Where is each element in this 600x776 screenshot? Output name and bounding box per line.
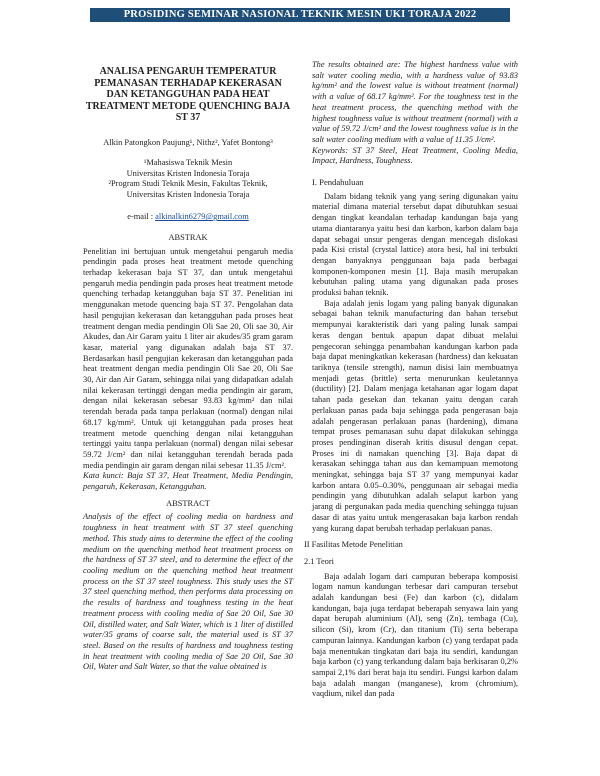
abstract-heading: ABSTRACT xyxy=(166,498,210,508)
pendahuluan-paragraph: Dalam bidang teknik yang yang sering digunakan yaitu material dimana material tersebut dapat dibutuhkan sesuai dengan tingkat keandalan terhadap kandungan baja yang utama diantaranya yaitu besi dan karbon, karbon dalam baja dapat sebagai unsur pengeras dengan mencegah dislokasi pada Kisi cristal (crystal lattice) atora besi, hal ini terbukti dengan banyaknya penggunaan baja pada berbagai komponen-komponen mesin [1]. Baja masih merupakan kebutuhan paling utama yang digunakan pada proses produksi bahan teknik. xyxy=(312,191,518,298)
left-column xyxy=(83,60,293,673)
section-pendahuluan-heading: I. Pendahuluan xyxy=(312,177,364,188)
affiliation-line: ²Program Studi Teknik Mesin, Fakultas Teknik, xyxy=(108,179,268,189)
affiliation-line: Universitas Kristen Indonesia Toraja xyxy=(126,168,250,178)
subsection-teori-heading: 2.1 Teori xyxy=(304,556,334,566)
abstract-body: Analysis of the effect of cooling media on hardness and toughness in heat treatment with ST 37 steel quenching method. This study aims to determine the effect of the cooling medium on the quenching method heat treatment process on the hardness of ST 37 steel, and to determine the effect of the cooling medium on the quenching method heat treatment process on the ST 37 steel toughness. This study uses the ST 37 steel quenching method, then performs data processing on the results of hardness and toughness testing in the heat treatment process with cooling media of Sae 20 Oil, Sae 30 Oil, distilled water, and Salt Water, which is 1 liter of distilled water/35 grams of coarse salt, the material used is ST 37 steel. Based on the results of hardness and toughness testing in heat treatment with cooling media of Sae 20 Oil, Sae 30 Oil, Water and Salt Water, so that the value obtained is xyxy=(83,512,293,672)
email-label: e-mail : xyxy=(127,212,154,222)
proceedings-banner: PROSIDING SEMINAR NASIONAL TEKNIK MESIN UKI TORAJA 2022 xyxy=(90,8,510,22)
kata-kunci: Kata kunci: Baja ST 37, Heat Treatment, Media Pendingin, pengaruh, Kekerasan, Ketangguhan. xyxy=(83,471,293,492)
keywords-en: Keywords: ST 37 Steel, Heat Treatment, Cooling Media, Impact, Hardness, Toughness. xyxy=(312,145,518,166)
pendahuluan-paragraph: Baja adalah jenis logam yang paling banyak digunakan sebagai bahan teknik manufacturing dan bahan tersebut mempunyai karakteristik dari yang paling lunak sampai keras dengan bentuk apapun dapat dibuat melalui pengecoran sehingga penambahan kandungan karbon pada baja dapat meningkatkan kekerasan (hardness) dan kekuatan tariknya (tensile strength), namun disisi lain membuatnya menjadi getas (brittle) serta menurunkan keuletannya (ductility) [2]. Dalam menjaga ketahanan agar logam dapat tahan pada gesekan dan tekanan yaitu dengan carah perlakuan panas pada baja sehingga pada pengerasan baja adalah pengerasan perlakuan panas (hardening), dimana tempat proses pemanasan suhu dapat dilakukan sehingga proses pendinginan diserah kritis disusul dengan cepat. Proses ini di namakan quenching [3]. Baja dapat di kerasakan sehingga tahan aus dan kemampuan memotong meningkat, sehingga baja ST 37 yang mempunyai kadar karbon antara 0.05–0.30%, penggunaan air sebagai media pendingin yang dibutuhkan adalah selaput karbon yang jarang di pergunakan pada media quenching sehingga tujuan dasar di atas yaitu untuk mengerasakan baja karbon rendah yang kurang dapat berubah terhadap perlakuan panas. xyxy=(312,298,518,533)
section-metode-heading: II Fasilitas Metode Penelitian xyxy=(304,540,403,550)
teori-paragraph: Baja adalah logam dari campuran beberapa komposisi logam namun kandungan terbesar dari campuran tersebut adalah kandungan besi (Fe) dan karbon (c), didalam kandungan, baja juga terdapat beberapah senyawa lain yang dapat berupah aluminium (Al), seng (Zn), tembaga (Cu), silicon (Si), krom (Cr), dan titanium (Ti) serta beberapa campuran lainnya. Kandungan karbon (c) yang terdapat pada baja menentukan tingkatan dari baja itu sendiri, kandungan baja karbon (c) yang terkandung dalam baja berkisaran 0,2% sampai 2,1% dari berat baja itu sendiri. Fungsi karbon dalam baja adalah mangan (manganese), krom (chromium), vaqdium, nikel dan pada xyxy=(312,571,518,699)
email-link[interactable]: alkinalkin6279@gmail.com xyxy=(155,212,249,222)
affiliation-line: Universitas Kristen Indonesia Toraja xyxy=(126,189,250,199)
authors: Alkin Patongkon Paujung¹, Nithz², Yafet Bontong³ xyxy=(103,137,273,147)
affiliation-line: ¹Mahasiswa Teknik Mesin xyxy=(143,158,233,168)
email-line xyxy=(83,212,293,223)
affiliations xyxy=(83,158,293,200)
abstrak-heading: ABSTRAK xyxy=(168,232,208,242)
abstract-results: The results obtained are: The highest hardness value with salt water cooling media, with a hardness value of 93.83 kg/mm² and the lowest value is without treatment (normal) with a value of 68.17 kg/mm². For the toughness test in the heat treatment process, the quenching method with the highest toughness value is without treatment (normal) with a value of 59.72 J/cm² and the lowest toughness value is in the salt water cooling medium with a value of 11.35 J/cm². xyxy=(312,60,518,144)
paper-title: ANALISA PENGARUH TEMPERATUR PEMANASAN TERHADAP KEKERASAN DAN KETANGGUHAN PADA HEAT TREATMENT METODE QUENCHING BAJA ST 37 xyxy=(85,66,291,123)
abstrak-body: Penelitian ini bertujuan untuk mengetahui pengaruh media pendingin pada proses heat treatment metode quenching terhadap kekerasan baja ST 37, dan untuk mengetahui pengaruh media pendingin pada proses heat treatment metode quenching terhadap ketangguhan baja ST 37. Penelitian ini menggunakan metode quencing baja ST 37. Pengolahan data hasil pengujian kekerasan dan ketangguhan pada proses heat treatment dengan media pendingin Oli Sae 20, Oli sae 30, Air Akudes, dan Air Garam yaitu 1 liter air akudes/35 gram garam kasar, material yang digunakan adalah baja ST 37. Berdasarkan hasil pengujian kekerasan dan ketangguhan pada heat treatment dengan media pendingin Oli Sae 20, Oli Sae 30, Air dan Air Garam, sehingga nilai yang didapatkan adalah nilai kekerasan tertinggi dengan media pendingin air garam, dengan nilai kekerasan sebesar 93.83 kg/mm² dan nilai terendah berada pada tanpa perlakuan (normal) dengan nilai 68.17 kg/mm². Untuk uji ketangguhan pada proses heat treatment metode quenching dengan nilai ketangguhan tertinggi yaitu tanpa perlakuan (normal) dengan nilai sebesar 59.72 J/cm² dan nilai ketangguhan terendah berada pada media pendingin air garam dengan nilai sebesar 11.35 J/cm². xyxy=(83,246,293,470)
right-column xyxy=(304,60,518,700)
